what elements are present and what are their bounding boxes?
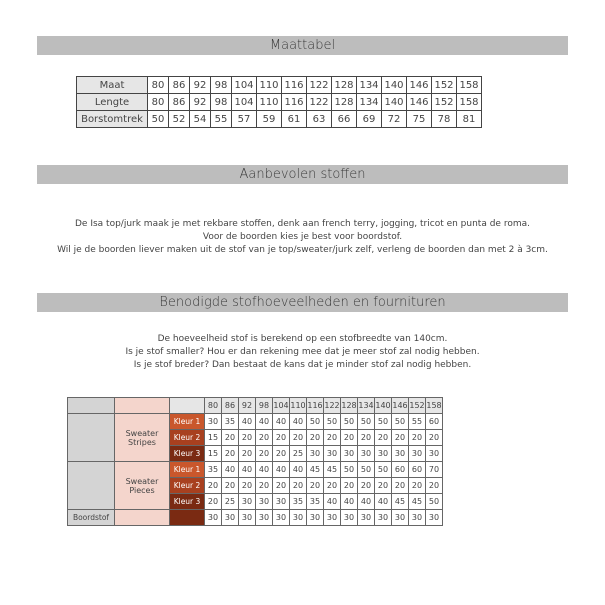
fabric-group-name: Sweater Pieces	[115, 462, 170, 510]
fabric-table-cell: 20	[239, 430, 256, 446]
size-table	[76, 76, 482, 128]
size-table-cell: 78	[432, 111, 457, 128]
fabric-table-cell: 20	[290, 430, 307, 446]
fabric-table-cell: 30	[205, 510, 222, 526]
fabric-table-cell: 20	[358, 430, 375, 446]
fabric-table-cell: 30	[426, 446, 443, 462]
fabric-table-cell: 20	[426, 478, 443, 494]
size-table-cell: 146	[407, 94, 432, 111]
fabric-table-cell: 50	[341, 462, 358, 478]
fabric-kleur-label: Kleur 3	[170, 494, 205, 510]
size-table-cell: 110	[257, 77, 282, 94]
fabric-table-cell: 30	[324, 510, 341, 526]
fabric-table-cell: 40	[222, 462, 239, 478]
fabric-table-cell: 25	[290, 446, 307, 462]
size-table-cell: 86	[169, 94, 190, 111]
fabric-table-cell: 30	[426, 510, 443, 526]
fabric-table-cell: 50	[307, 414, 324, 430]
fabric-table-cell: 50	[375, 414, 392, 430]
fabric-table-cell: 25	[222, 494, 239, 510]
fabric-table-size-header: 152	[409, 398, 426, 414]
fabric-table-cell: 30	[273, 510, 290, 526]
fabric-table-cell: 40	[290, 462, 307, 478]
fabric-table-size-header: 86	[222, 398, 239, 414]
size-table-cell: 72	[382, 111, 407, 128]
fabric-table-cell: 45	[392, 494, 409, 510]
fabric-table-size-header: 98	[256, 398, 273, 414]
fabric-table-cell: 30	[375, 446, 392, 462]
fabric-table-header-blank	[68, 398, 115, 414]
fabric-table-cell: 40	[273, 462, 290, 478]
size-table-cell: 59	[257, 111, 282, 128]
size-table-cell: 158	[457, 77, 482, 94]
fabric-table-cell: 30	[341, 510, 358, 526]
fabric-table-cell: 30	[307, 446, 324, 462]
fabric-table-cell: 20	[290, 478, 307, 494]
fabric-table-cell: 20	[324, 430, 341, 446]
size-table-cell: 152	[432, 94, 457, 111]
fabric-table-cell: 20	[409, 478, 426, 494]
size-table-cell: 69	[357, 111, 382, 128]
fabric-table-cell: 40	[324, 494, 341, 510]
benodigd-line-3: Is je stof breder? Dan bestaat de kans dat je minder stof zal nodig hebben.	[133, 360, 472, 370]
fabric-table-cell: 60	[409, 462, 426, 478]
section-title-stoffen: Aanbevolen stoffen	[37, 165, 568, 184]
fabric-table-size-header: 80	[205, 398, 222, 414]
fabric-table-cell: 20	[358, 478, 375, 494]
fabric-table-cell: 20	[273, 446, 290, 462]
fabric-table-size-header: 92	[239, 398, 256, 414]
size-table-cell: 116	[282, 94, 307, 111]
size-table-cell: 140	[382, 94, 407, 111]
size-table-cell: 146	[407, 77, 432, 94]
fabric-table-cell: 20	[273, 430, 290, 446]
fabric-table-cell: 40	[239, 462, 256, 478]
fabric-table-cell: 30	[409, 446, 426, 462]
fabric-table-cell: 20	[426, 430, 443, 446]
fabric-table-cell: 15	[205, 446, 222, 462]
fabric-table-cell: 20	[222, 430, 239, 446]
fabric-table-cell: 30	[409, 510, 426, 526]
fabric-kleur-label: Kleur 2	[170, 478, 205, 494]
fabric-kleur-label: Kleur 1	[170, 462, 205, 478]
section-title-maattabel: Maattabel	[37, 36, 568, 55]
fabric-kleur-label: Kleur 1	[170, 414, 205, 430]
boordstof-kleur-blank	[170, 510, 205, 526]
size-table-cell: 57	[232, 111, 257, 128]
fabric-group-name: Sweater Stripes	[115, 414, 170, 462]
benodigd-paragraph	[0, 333, 605, 372]
fabric-table-cell: 20	[222, 446, 239, 462]
size-table-cell: 55	[211, 111, 232, 128]
fabric-table-cell: 20	[409, 430, 426, 446]
size-table-cell: 134	[357, 94, 382, 111]
stoffen-line-3: Wil je de boorden liever maken uit de stof van je top/sweater/jurk zelf, verleng de boorden dan met 2 à 3cm.	[57, 245, 548, 255]
fabric-kleur-label: Kleur 2	[170, 430, 205, 446]
fabric-table-cell: 20	[222, 478, 239, 494]
fabric-table-cell: 20	[324, 478, 341, 494]
fabric-table-cell: 15	[205, 430, 222, 446]
fabric-table-cell: 30	[239, 494, 256, 510]
size-table-cell: 92	[190, 94, 211, 111]
fabric-table-cell: 20	[256, 478, 273, 494]
fabric-table-row	[68, 462, 443, 478]
stoffen-line-1: De Isa top/jurk maak je met rekbare stoffen, denk aan french terry, jogging, tricot en punta de roma.	[75, 219, 530, 229]
fabric-table-cell: 50	[324, 414, 341, 430]
boordstof-blank	[115, 510, 170, 526]
fabric-table-cell: 45	[409, 494, 426, 510]
size-table-cell: 104	[232, 94, 257, 111]
fabric-table-cell: 30	[358, 446, 375, 462]
benodigd-line-2: Is je stof smaller? Hou er dan rekening mee dat je meer stof zal nodig hebben.	[125, 347, 480, 357]
size-table-cell: 86	[169, 77, 190, 94]
section-title-benodigd: Benodigde stofhoeveelheden en fournituren	[37, 293, 568, 312]
fabric-table-cell: 50	[358, 462, 375, 478]
fabric-table-header-blank	[170, 398, 205, 414]
fabric-table-cell: 20	[307, 430, 324, 446]
size-table-cell: 110	[257, 94, 282, 111]
size-table-cell: 80	[148, 77, 169, 94]
fabric-group-blank	[68, 462, 115, 510]
fabric-table-cell: 30	[341, 446, 358, 462]
size-table-cell: 81	[457, 111, 482, 128]
fabric-table-cell: 40	[358, 494, 375, 510]
fabric-table-cell: 35	[307, 494, 324, 510]
fabric-table-cell: 50	[392, 414, 409, 430]
fabric-table-cell: 40	[256, 462, 273, 478]
size-table-row	[77, 94, 482, 111]
fabric-table-cell: 50	[341, 414, 358, 430]
fabric-table-cell: 55	[409, 414, 426, 430]
fabric-table-cell: 30	[307, 510, 324, 526]
fabric-table-cell: 20	[256, 430, 273, 446]
fabric-table-cell: 20	[307, 478, 324, 494]
size-table-row-label: Lengte	[77, 94, 148, 111]
size-table-cell: 80	[148, 94, 169, 111]
fabric-table-cell: 60	[392, 462, 409, 478]
fabric-table-cell: 30	[358, 510, 375, 526]
fabric-table-cell: 50	[358, 414, 375, 430]
fabric-table	[67, 397, 443, 526]
fabric-table-size-header: 140	[375, 398, 392, 414]
size-table-cell: 140	[382, 77, 407, 94]
size-table-cell: 75	[407, 111, 432, 128]
fabric-table-cell: 20	[273, 478, 290, 494]
fabric-table-cell: 20	[239, 478, 256, 494]
size-table-cell: 63	[307, 111, 332, 128]
size-table-cell: 50	[148, 111, 169, 128]
fabric-table-size-header: 122	[324, 398, 341, 414]
fabric-table-cell: 20	[375, 478, 392, 494]
size-table-cell: 104	[232, 77, 257, 94]
size-table-cell: 152	[432, 77, 457, 94]
fabric-table-cell: 40	[290, 414, 307, 430]
fabric-table-cell: 40	[341, 494, 358, 510]
fabric-table-cell: 45	[307, 462, 324, 478]
fabric-table-size-header: 128	[341, 398, 358, 414]
fabric-table-size-header: 104	[273, 398, 290, 414]
size-table-cell: 122	[307, 94, 332, 111]
fabric-table-cell: 20	[341, 478, 358, 494]
fabric-table-cell: 40	[273, 414, 290, 430]
size-table-cell: 92	[190, 77, 211, 94]
size-table-cell: 52	[169, 111, 190, 128]
fabric-table-header-blank	[115, 398, 170, 414]
fabric-table-size-header: 110	[290, 398, 307, 414]
size-table-cell: 66	[332, 111, 357, 128]
fabric-table-size-header: 116	[307, 398, 324, 414]
fabric-table-cell: 30	[256, 510, 273, 526]
size-table-cell: 128	[332, 77, 357, 94]
fabric-table-cell: 20	[205, 494, 222, 510]
fabric-table-cell: 30	[392, 510, 409, 526]
fabric-table-cell: 35	[205, 462, 222, 478]
fabric-group-blank	[68, 414, 115, 462]
size-table-cell: 122	[307, 77, 332, 94]
size-table-row-label: Maat	[77, 77, 148, 94]
fabric-table-cell: 30	[392, 446, 409, 462]
fabric-table-cell: 20	[392, 430, 409, 446]
size-table-row	[77, 77, 482, 94]
fabric-table-cell: 30	[324, 446, 341, 462]
fabric-table-cell: 50	[375, 462, 392, 478]
size-table-cell: 158	[457, 94, 482, 111]
size-table-cell: 134	[357, 77, 382, 94]
size-table-cell: 128	[332, 94, 357, 111]
size-table-row	[77, 111, 482, 128]
size-table-row-label: Borstomtrek	[77, 111, 148, 128]
fabric-table-cell: 40	[375, 494, 392, 510]
fabric-table-cell: 20	[205, 478, 222, 494]
size-table-cell: 116	[282, 77, 307, 94]
fabric-table-cell: 40	[239, 414, 256, 430]
fabric-table-header	[68, 398, 443, 414]
fabric-table-cell: 70	[426, 462, 443, 478]
fabric-table-cell: 30	[290, 510, 307, 526]
fabric-table-cell: 50	[426, 494, 443, 510]
fabric-table-cell: 30	[239, 510, 256, 526]
fabric-table-cell: 30	[205, 414, 222, 430]
fabric-table-row	[68, 414, 443, 430]
fabric-table-size-header: 146	[392, 398, 409, 414]
size-table-cell: 98	[211, 77, 232, 94]
fabric-table-size-header: 158	[426, 398, 443, 414]
fabric-table-cell: 30	[256, 494, 273, 510]
size-table-cell: 54	[190, 111, 211, 128]
stoffen-line-2: Voor de boorden kies je best voor boordstof.	[202, 232, 403, 242]
benodigd-line-1: De hoeveelheid stof is berekend op een stofbreedte van 140cm.	[157, 334, 448, 344]
fabric-table-cell: 20	[239, 446, 256, 462]
fabric-table-cell: 60	[426, 414, 443, 430]
fabric-table-cell: 20	[341, 430, 358, 446]
fabric-table-cell: 30	[273, 494, 290, 510]
fabric-kleur-label: Kleur 3	[170, 446, 205, 462]
fabric-table-cell: 20	[375, 430, 392, 446]
fabric-table-cell: 20	[392, 478, 409, 494]
size-table-cell: 61	[282, 111, 307, 128]
fabric-table-cell: 35	[222, 414, 239, 430]
boordstof-label: Boordstof	[68, 510, 115, 526]
fabric-table-size-header: 134	[358, 398, 375, 414]
fabric-table-cell: 30	[375, 510, 392, 526]
fabric-table-row-boordstof	[68, 510, 443, 526]
fabric-table-cell: 40	[256, 414, 273, 430]
fabric-table-cell: 20	[256, 446, 273, 462]
fabric-table-cell: 30	[222, 510, 239, 526]
fabric-table-cell: 35	[290, 494, 307, 510]
size-table-cell: 98	[211, 94, 232, 111]
stoffen-paragraph	[0, 218, 605, 257]
fabric-table-cell: 45	[324, 462, 341, 478]
